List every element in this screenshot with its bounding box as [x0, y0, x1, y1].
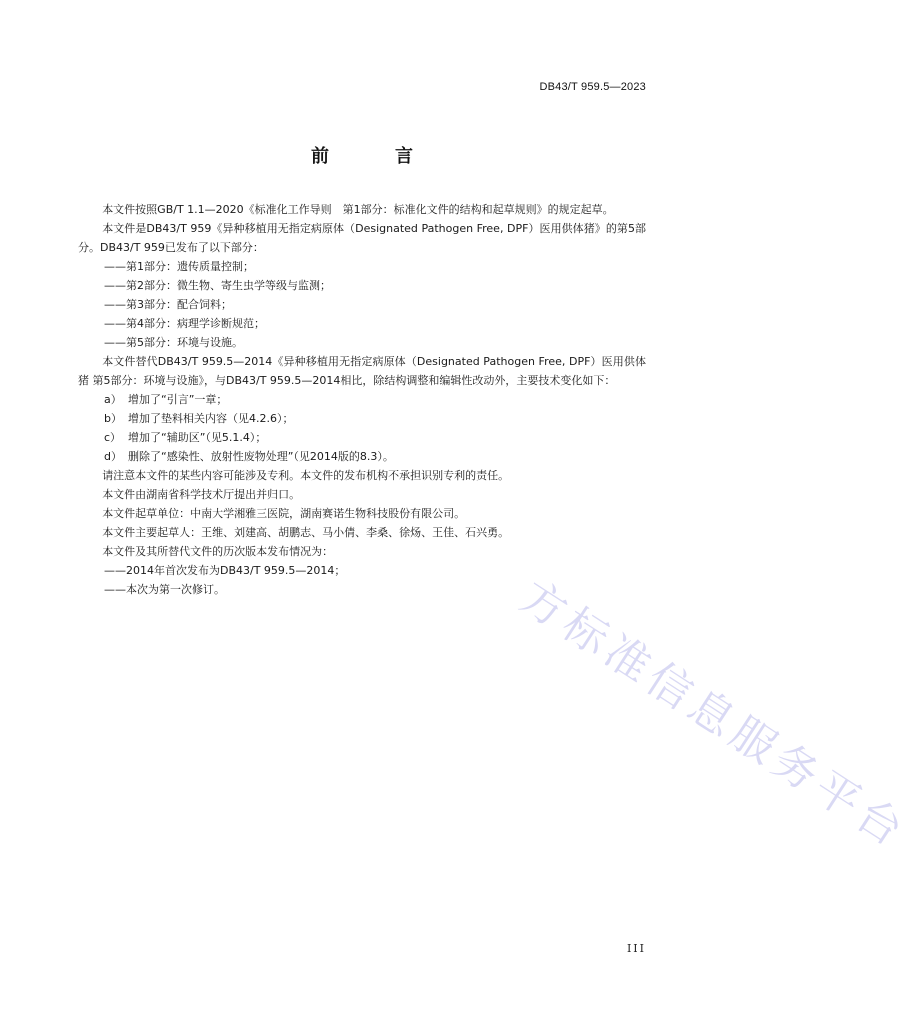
paragraph-drafting-rule: 本文件按照GB/T 1.1—2020《标准化工作导则 第1部分：标准化文件的结构和起草规则》的规定起草。	[102, 203, 614, 216]
change-text: 增加了垫料相关内容（见4.2.6）；	[128, 412, 294, 425]
foreword-body	[78, 200, 646, 599]
paragraph-series-intro: 本文件是DB43/T 959《异种移植用无指定病原体（Designated Pathogen Free, DPF）医用供体猪》的第5部分。DB43/T 959已发布了以下部分：	[78, 222, 646, 254]
list-item-change	[78, 390, 646, 409]
watermark: 方标准信息服务平台	[511, 571, 917, 860]
paragraph-proposer: 本文件由湖南省科学技术厅提出并归口。	[102, 488, 301, 501]
paragraph-history-intro: 本文件及其所替代文件的历次版本发布情况为：	[102, 545, 334, 558]
change-label: b）	[104, 412, 122, 425]
list-item-part: ——第1部分：遗传质量控制；	[104, 260, 254, 273]
list-item-part: ——第5部分：环境与设施。	[104, 336, 243, 349]
paragraph-replacement: 本文件替代DB43/T 959.5—2014《异种移植用无指定病原体（Designated Pathogen Free, DPF）医用供体猪 第5部分：环境与设施》，与DB43/T 959.5—2014相比，除结构调整和编辑性改动外，主要技术变化如下：	[78, 355, 646, 387]
list-item-part: ——第4部分：病理学诊断规范；	[104, 317, 265, 330]
list-item-change	[78, 428, 646, 447]
list-item-part: ——第3部分：配合饲料；	[104, 298, 232, 311]
list-item-change	[78, 409, 646, 428]
change-text: 增加了“引言”一章；	[128, 393, 228, 406]
page-title: 前 言	[311, 146, 437, 167]
change-label: c）	[104, 431, 122, 444]
paragraph-patent-notice: 请注意本文件的某些内容可能涉及专利。本文件的发布机构不承担识别专利的责任。	[102, 469, 510, 482]
paragraph-drafters: 本文件主要起草人：王维、刘建高、胡鹏志、马小倩、李桑、徐炀、王佳、石兴勇。	[102, 526, 510, 539]
change-text: 删除了“感染性、放射性废物处理”（见2014版的8.3）。	[128, 450, 394, 463]
list-item-part: ——第2部分：微生物、寄生虫学等级与监测；	[104, 279, 331, 292]
list-item-history: ——2014年首次发布为DB43/T 959.5—2014；	[104, 564, 346, 577]
change-label: a）	[104, 393, 122, 406]
paragraph-drafting-units: 本文件起草单位：中南大学湘雅三医院，湖南赛诺生物科技股份有限公司。	[102, 507, 466, 520]
list-item-history: ——本次为第一次修订。	[104, 583, 225, 596]
change-label: d）	[104, 450, 122, 463]
change-text: 增加了“辅助区”（见5.1.4）；	[128, 431, 267, 444]
document-code: DB43/T 959.5—2023	[539, 81, 646, 93]
page-number: III	[626, 942, 646, 955]
list-item-change	[78, 447, 646, 466]
